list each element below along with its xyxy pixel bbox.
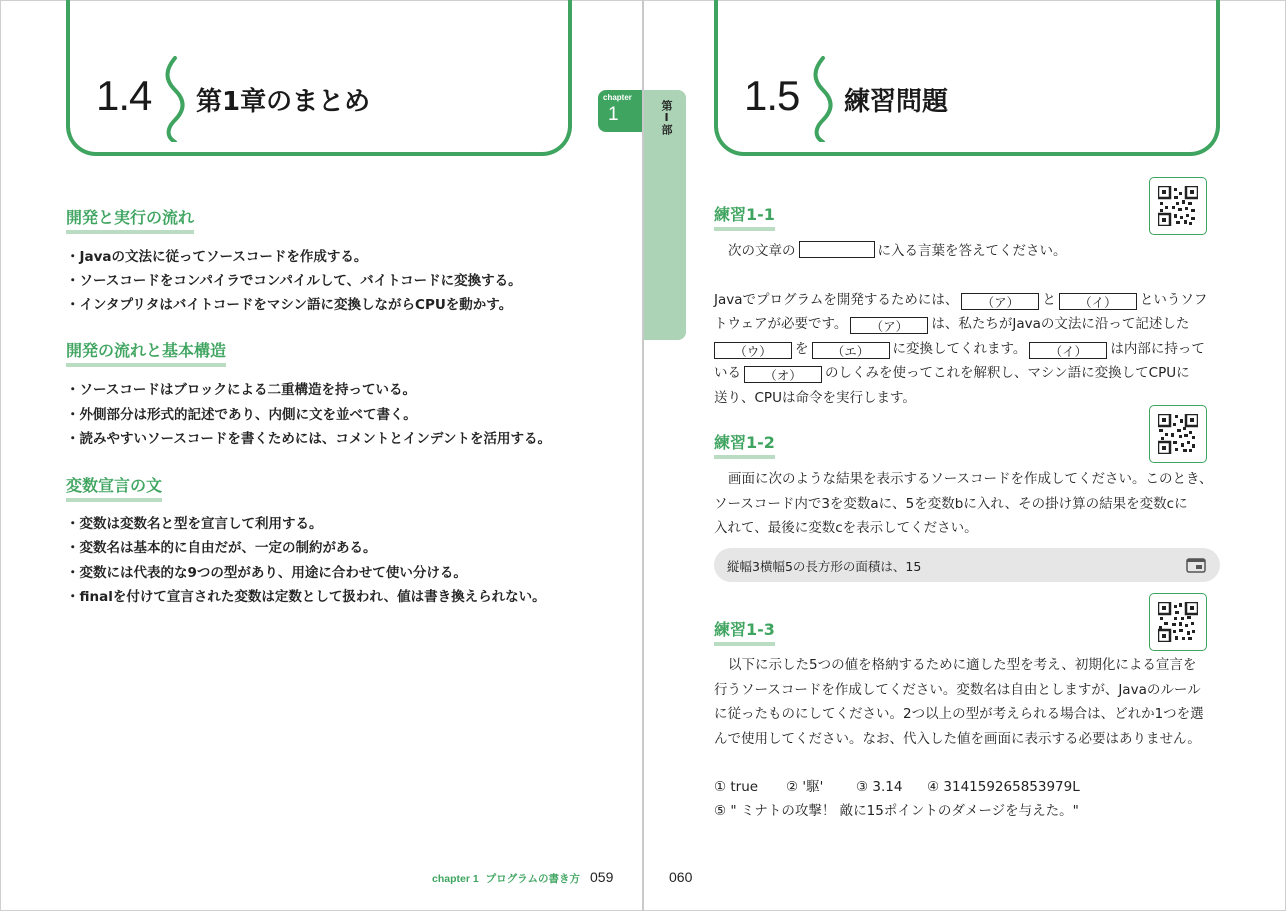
part-tab-label: 第Ⅰ部 bbox=[660, 100, 673, 135]
bullet-item: ・ソースコードはブロックによる二重構造を持っている。 bbox=[66, 382, 417, 398]
bullet-item: ・ソースコードをコンパイラでコンパイルして、バイトコードに変換する。 bbox=[66, 273, 522, 289]
squiggle-divider bbox=[812, 56, 834, 142]
exercise-text-line bbox=[714, 339, 1205, 359]
bullet-item: ・finalを付けて宣言された変数は定数として扱われ、値は書き換えられない。 bbox=[66, 589, 546, 605]
text-span: は内部に持って bbox=[1110, 341, 1205, 357]
chapter-tab-word: chapter bbox=[603, 93, 632, 102]
text-span: に変換してくれます。 bbox=[892, 341, 1027, 357]
section-title: 練習問題 bbox=[844, 87, 949, 117]
text-span: 次の文章の bbox=[728, 243, 796, 259]
answer-blank-a: （ア） bbox=[850, 317, 928, 334]
exercise-text-line: 入れて、最後に変数cを表示してください。 bbox=[714, 520, 978, 536]
output-example-box bbox=[714, 548, 1220, 582]
exercise-text-line: 送り、CPUは命令を実行します。 bbox=[714, 390, 916, 406]
value-item: ① true bbox=[714, 779, 759, 795]
answer-blank-e: （エ） bbox=[812, 342, 890, 359]
chapter-tab bbox=[598, 90, 642, 132]
subsection-title: 変数宣言の文 bbox=[66, 476, 162, 502]
bullet-item: ・変数は変数名と型を宣言して利用する。 bbox=[66, 516, 323, 532]
exercise-title: 練習1-2 bbox=[714, 433, 775, 459]
bullet-item: ・外側部分は形式的記述であり、内側に文を並べて書く。 bbox=[66, 407, 417, 423]
footer-chapter: chapter 1 bbox=[432, 873, 479, 885]
value-item: ③ 3.14 bbox=[856, 779, 903, 795]
exercise-title: 練習1-1 bbox=[714, 205, 775, 231]
answer-blank-u: （ウ） bbox=[714, 342, 792, 359]
subsection-title: 開発と実行の流れ bbox=[66, 208, 194, 234]
exercise-text-line: に従ったものにしてください。2つ以上の型が考えられる場合は、どれか1つを選 bbox=[714, 706, 1204, 722]
text-span: は、私たちがJavaの文法に沿って記述した bbox=[931, 316, 1190, 332]
section-title: 第1章のまとめ bbox=[196, 87, 371, 117]
chapter-tab-number: 1 bbox=[608, 104, 619, 125]
exercise-text-line bbox=[714, 290, 1207, 310]
footer-chapter-title: プログラムの書き方 bbox=[485, 873, 581, 885]
qr-code-icon[interactable] bbox=[1149, 405, 1207, 463]
output-example-text: 縦幅3横幅5の長方形の面積は、15 bbox=[727, 559, 922, 574]
text-span: というソフ bbox=[1139, 292, 1208, 308]
exercise-text-line: 行うソースコードを作成してください。変数名は自由としますが、Javaのルール bbox=[714, 682, 1201, 698]
bullet-item: ・Javaの文法に従ってソースコードを作成する。 bbox=[66, 249, 368, 265]
value-item: ⑤ " ミナトの攻撃！ 敵に15ポイントのダメージを与えた。" bbox=[714, 803, 1079, 819]
answer-blank-i: （イ） bbox=[1059, 293, 1137, 310]
text-span: を bbox=[795, 341, 809, 357]
page-number: 059 bbox=[590, 869, 614, 885]
answer-blank-i: （イ） bbox=[1029, 342, 1107, 359]
text-span: のしくみを使ってこれを解釈し、マシン語に変換してCPUに bbox=[825, 365, 1190, 381]
exercise-text-line: 画面に次のような結果を表示するソースコードを作成してください。このとき、 bbox=[728, 471, 1213, 487]
part-tab bbox=[644, 90, 686, 340]
bullet-item: ・変数名は基本的に自由だが、一定の制約がある。 bbox=[66, 540, 377, 556]
subsection-title: 開発の流れと基本構造 bbox=[66, 341, 226, 367]
text-span: に入る言葉を答えてください。 bbox=[877, 243, 1067, 259]
bullet-item: ・変数には代表的な9つの型があり、用途に合わせて使い分ける。 bbox=[66, 565, 467, 581]
footer-chapter-label bbox=[432, 871, 580, 886]
text-span: トウェアが必要です。 bbox=[714, 316, 848, 332]
exercise-text-line bbox=[714, 314, 1189, 334]
text-span: Javaでプログラムを開発するためには、 bbox=[714, 292, 959, 308]
text-span: いる bbox=[714, 365, 741, 381]
squiggle-divider bbox=[164, 56, 186, 142]
exercise-text-line: ソースコード内で3を変数aに、5を変数bに入れ、その掛け算の結果を変数cに bbox=[714, 496, 1188, 512]
exercise-text-line bbox=[728, 241, 1067, 261]
exercise-text-line bbox=[714, 363, 1190, 383]
value-item: ② '駆' bbox=[786, 779, 824, 795]
qr-code-icon[interactable] bbox=[1149, 177, 1207, 235]
section-number: 1.4 bbox=[96, 72, 152, 119]
page-number: 060 bbox=[669, 869, 693, 885]
exercise-text-line: んで使用してください。なお、代入した値を画面に表示する必要はありません。 bbox=[714, 731, 1201, 747]
exercise-text-line: 以下に示した5つの値を格納するために適した型を考え、初期化による宣言を bbox=[728, 657, 1197, 673]
answer-blank-o: （オ） bbox=[744, 366, 822, 383]
value-item: ④ 314159265853979L bbox=[927, 779, 1080, 795]
answer-blank bbox=[799, 241, 875, 258]
qr-code-icon[interactable] bbox=[1149, 593, 1207, 651]
text-span: と bbox=[1042, 292, 1056, 308]
bullet-item: ・インタプリタはバイトコードをマシン語に変換しながらCPUを動かす。 bbox=[66, 297, 513, 313]
bullet-item: ・読みやすいソースコードを書くためには、コメントとインデントを活用する。 bbox=[66, 431, 552, 447]
answer-blank-a: （ア） bbox=[961, 293, 1039, 310]
console-window-icon bbox=[1186, 558, 1206, 573]
exercise-title: 練習1-3 bbox=[714, 620, 775, 646]
section-number: 1.5 bbox=[744, 72, 800, 119]
